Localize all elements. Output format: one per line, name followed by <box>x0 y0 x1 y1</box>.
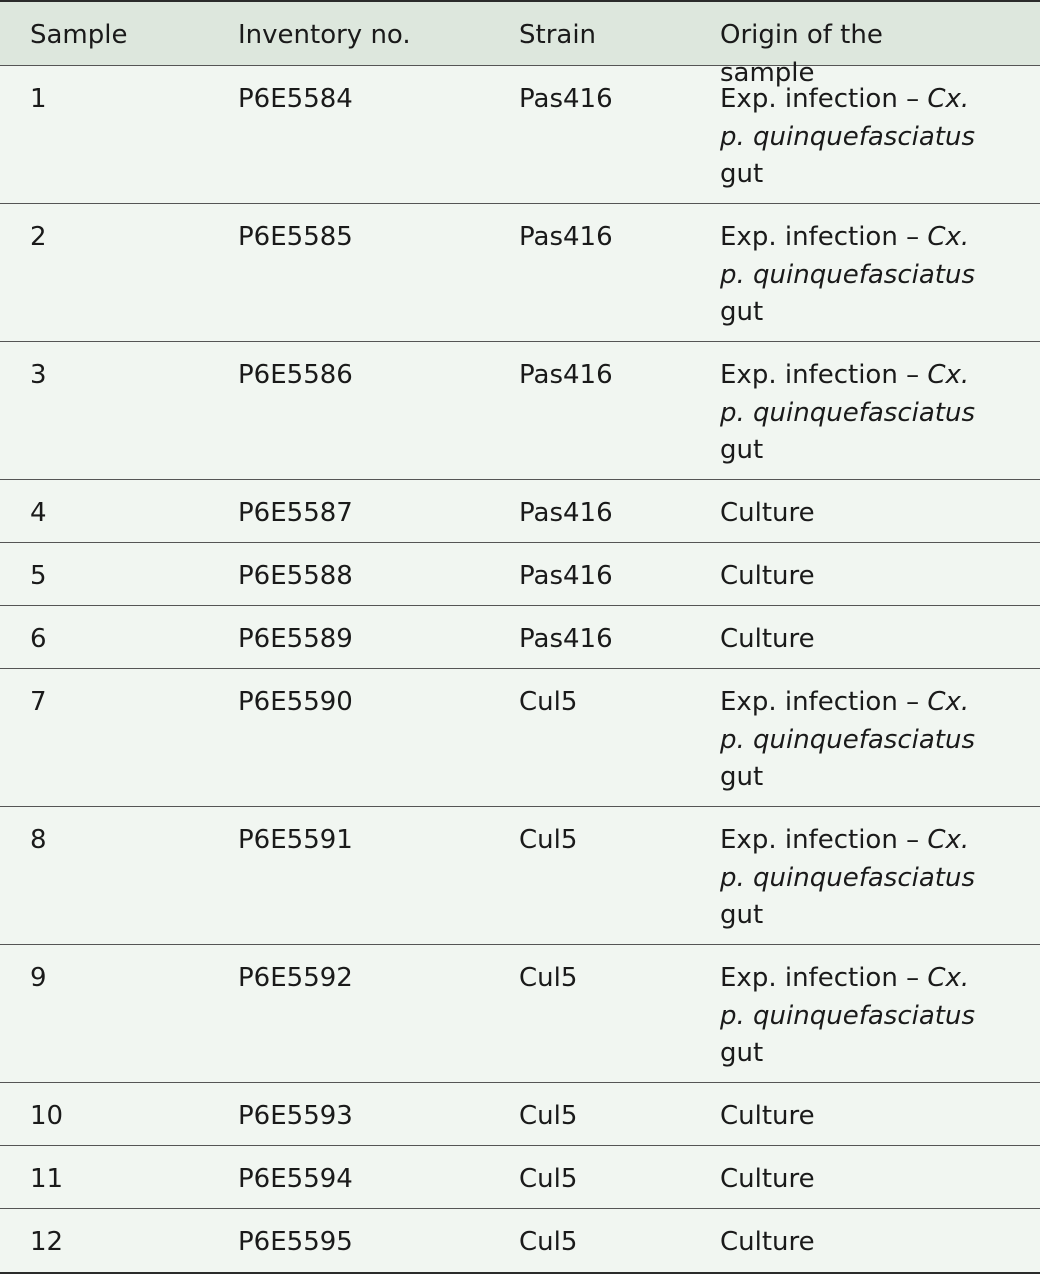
origin-suffix: gut <box>720 1038 764 1068</box>
cell-sample: 2 <box>30 222 47 252</box>
cell-origin: Culture <box>720 624 815 654</box>
cell-inventory: P6E5584 <box>238 84 353 114</box>
origin-species: Cx. p. quinquefasciatus <box>720 84 975 152</box>
origin-species: Cx. p. quinquefasciatus <box>720 963 975 1031</box>
cell-origin: Culture <box>720 498 815 528</box>
cell-strain: Pas416 <box>519 84 613 114</box>
cell-inventory: P6E5593 <box>238 1101 353 1131</box>
cell-origin: Culture <box>720 1227 815 1257</box>
cell-strain: Cul5 <box>519 1164 578 1194</box>
cell-origin <box>720 357 1040 479</box>
cell-inventory: P6E5592 <box>238 963 353 993</box>
origin-suffix: gut <box>720 297 764 327</box>
cell-origin <box>720 219 1040 341</box>
cell-inventory: P6E5591 <box>238 825 353 855</box>
cell-sample: 3 <box>30 360 47 390</box>
table-row <box>0 480 1040 543</box>
origin-species: Cx. p. quinquefasciatus <box>720 687 975 755</box>
origin-prefix: Exp. infection – <box>720 687 920 717</box>
table-row <box>0 342 1040 480</box>
cell-inventory: P6E5587 <box>238 498 353 528</box>
table-row <box>0 1146 1040 1209</box>
origin-prefix: Exp. infection – <box>720 963 920 993</box>
table-body <box>0 66 1040 1272</box>
cell-strain: Pas416 <box>519 360 613 390</box>
origin-prefix: Exp. infection – <box>720 222 920 252</box>
cell-inventory: P6E5595 <box>238 1227 353 1257</box>
header-sample: Sample <box>30 20 128 50</box>
cell-strain: Pas416 <box>519 561 613 591</box>
cell-origin: Culture <box>720 1101 815 1131</box>
cell-sample: 12 <box>30 1227 64 1257</box>
cell-strain: Cul5 <box>519 1101 578 1131</box>
table-row <box>0 1209 1040 1272</box>
origin-suffix: gut <box>720 435 764 465</box>
table-header-row <box>0 2 1040 88</box>
cell-origin <box>720 822 1040 944</box>
table-row <box>0 945 1040 1083</box>
cell-strain: Pas416 <box>519 498 613 528</box>
origin-species: Cx. p. quinquefasciatus <box>720 360 975 428</box>
table-row <box>0 66 1040 204</box>
cell-sample: 7 <box>30 687 47 717</box>
cell-origin: Culture <box>720 561 815 591</box>
origin-prefix: Exp. infection – <box>720 360 920 390</box>
table-row <box>0 204 1040 342</box>
cell-strain: Cul5 <box>519 825 578 855</box>
cell-strain: Pas416 <box>519 222 613 252</box>
cell-origin <box>720 81 1040 203</box>
cell-strain: Cul5 <box>519 963 578 993</box>
header-origin: Origin of the sample <box>720 20 883 88</box>
cell-strain: Pas416 <box>519 624 613 654</box>
table-row <box>0 669 1040 807</box>
header-strain: Strain <box>519 20 597 50</box>
cell-origin <box>720 684 1040 806</box>
cell-sample: 4 <box>30 498 47 528</box>
origin-species: Cx. p. quinquefasciatus <box>720 222 975 290</box>
table-row <box>0 606 1040 669</box>
cell-origin <box>720 960 1040 1082</box>
table-row <box>0 1083 1040 1146</box>
cell-sample: 5 <box>30 561 47 591</box>
cell-strain: Cul5 <box>519 687 578 717</box>
cell-inventory: P6E5589 <box>238 624 353 654</box>
cell-sample: 6 <box>30 624 47 654</box>
cell-origin: Culture <box>720 1164 815 1194</box>
origin-suffix: gut <box>720 762 764 792</box>
cell-sample: 10 <box>30 1101 64 1131</box>
origin-suffix: gut <box>720 900 764 930</box>
cell-strain: Cul5 <box>519 1227 578 1257</box>
table-row <box>0 543 1040 606</box>
header-inventory: Inventory no. <box>238 20 411 50</box>
cell-sample: 8 <box>30 825 47 855</box>
cell-sample: 1 <box>30 84 47 114</box>
origin-suffix: gut <box>720 159 764 189</box>
cell-sample: 11 <box>30 1164 64 1194</box>
cell-inventory: P6E5585 <box>238 222 353 252</box>
origin-species: Cx. p. quinquefasciatus <box>720 825 975 893</box>
cell-sample: 9 <box>30 963 47 993</box>
cell-inventory: P6E5594 <box>238 1164 353 1194</box>
origin-prefix: Exp. infection – <box>720 825 920 855</box>
origin-prefix: Exp. infection – <box>720 84 920 114</box>
cell-inventory: P6E5588 <box>238 561 353 591</box>
cell-inventory: P6E5590 <box>238 687 353 717</box>
table-row <box>0 807 1040 945</box>
cell-inventory: P6E5586 <box>238 360 353 390</box>
